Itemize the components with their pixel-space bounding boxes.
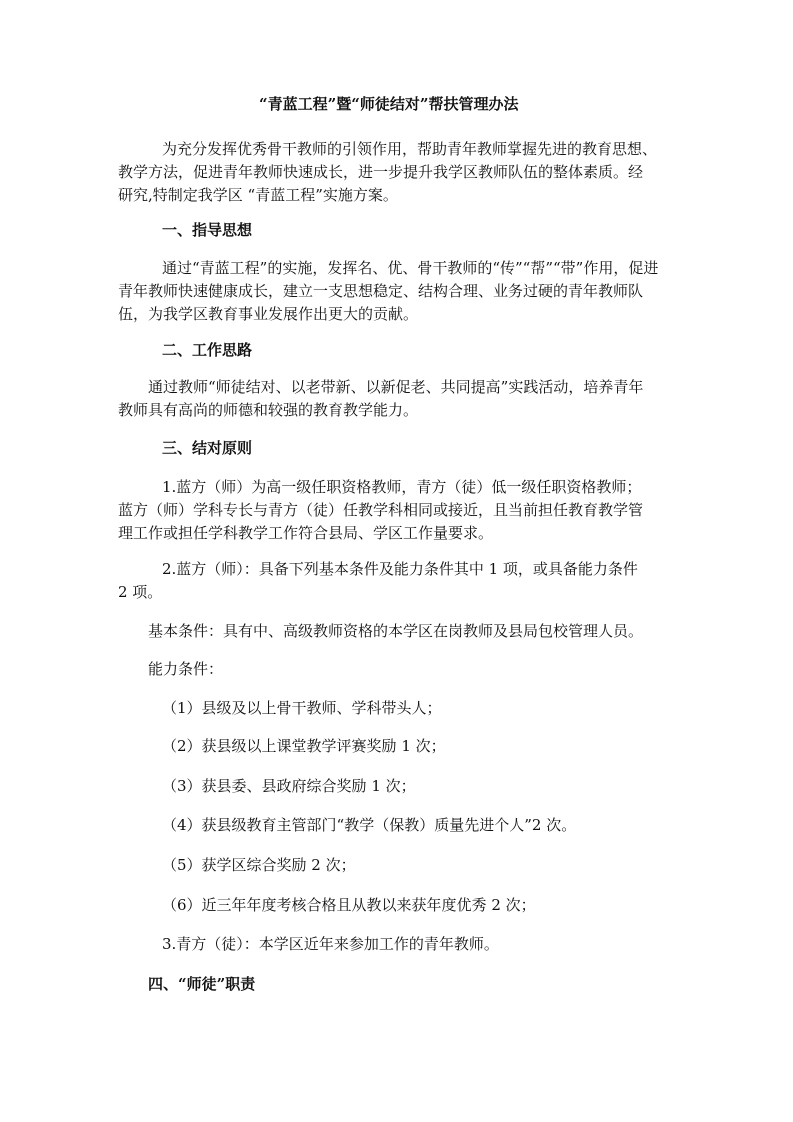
condition-item-2: （2）获县级以上课堂教学评赛奖励 1 次；: [162, 737, 446, 755]
section3-p2-line-2: 2 项。: [118, 583, 163, 601]
section3-heading: 三、结对原则: [162, 439, 253, 457]
intro-line-3: 研究,特制定我学区 “青蓝工程”实施方案。: [118, 186, 398, 204]
section1-line-2: 青年教师快速健康成长，建立一支思想稳定、结构合理、业务过硬的青年教师队: [118, 282, 644, 300]
section2-line-1: 通过教师“师徒结对、以老带新、以新促老、共同提高”实践活动，培养青年: [148, 378, 644, 396]
basic-conditions: 基本条件：具有中、高级教师资格的本学区在岗教师及县局包校管理人员。: [148, 622, 644, 640]
intro-line-1: 为充分发挥优秀骨干教师的引领作用，帮助青年教师掌握先进的教育思想、: [162, 140, 658, 158]
section1-line-1: 通过“青蓝工程”的实施，发挥名、优、骨干教师的“传”“帮”“带”作用，促进: [162, 259, 659, 277]
condition-item-3: （3）获县委、县政府综合奖励 1 次；: [162, 777, 416, 795]
section1-line-3: 伍，为我学区教育事业发展作出更大的贡献。: [118, 305, 419, 323]
section3-p3: 3.青方（徒）：本学区近年来参加工作的青年教师。: [162, 935, 499, 953]
section4-heading: 四、“师徒”职责: [148, 975, 256, 993]
section3-p2-line-1: 2.蓝方（师）：具备下列基本条件及能力条件其中 1 项，或具备能力条件: [162, 560, 638, 578]
condition-item-4: （4）获县级教育主管部门“教学（保教）质量先进个人”2 次。: [162, 816, 577, 834]
section1-heading: 一、指导思想: [162, 221, 253, 239]
intro-line-2: 教学方法，促进青年教师快速成长，进一步提升我学区教师队伍的整体素质。经: [118, 163, 644, 181]
section3-p1-line-1: 1.蓝方（师）为高一级任职资格教师，青方（徒）低一级任职资格教师；: [162, 478, 642, 496]
section2-heading: 二、工作思路: [162, 341, 253, 359]
document-title: “青蓝工程”暨“师徒结对”帮扶管理办法: [259, 95, 519, 113]
condition-item-1: （1）县级及以上骨干教师、学科带头人；: [162, 699, 442, 717]
condition-item-6: （6）近三年年度考核合格且从教以来获年度优秀 2 次；: [162, 896, 536, 914]
condition-item-5: （5）获学区综合奖励 2 次；: [162, 856, 356, 874]
section3-p1-line-2: 蓝方（师）学科专长与青方（徒）任教学科相同或接近，且当前担任教育教学管: [118, 501, 644, 519]
section3-p1-line-3: 理工作或担任学科教学工作符合县局、学区工作量要求。: [118, 524, 494, 542]
section2-line-2: 教师具有高尚的师德和较强的教育教学能力。: [118, 401, 419, 419]
ability-conditions-label: 能力条件：: [148, 660, 224, 678]
